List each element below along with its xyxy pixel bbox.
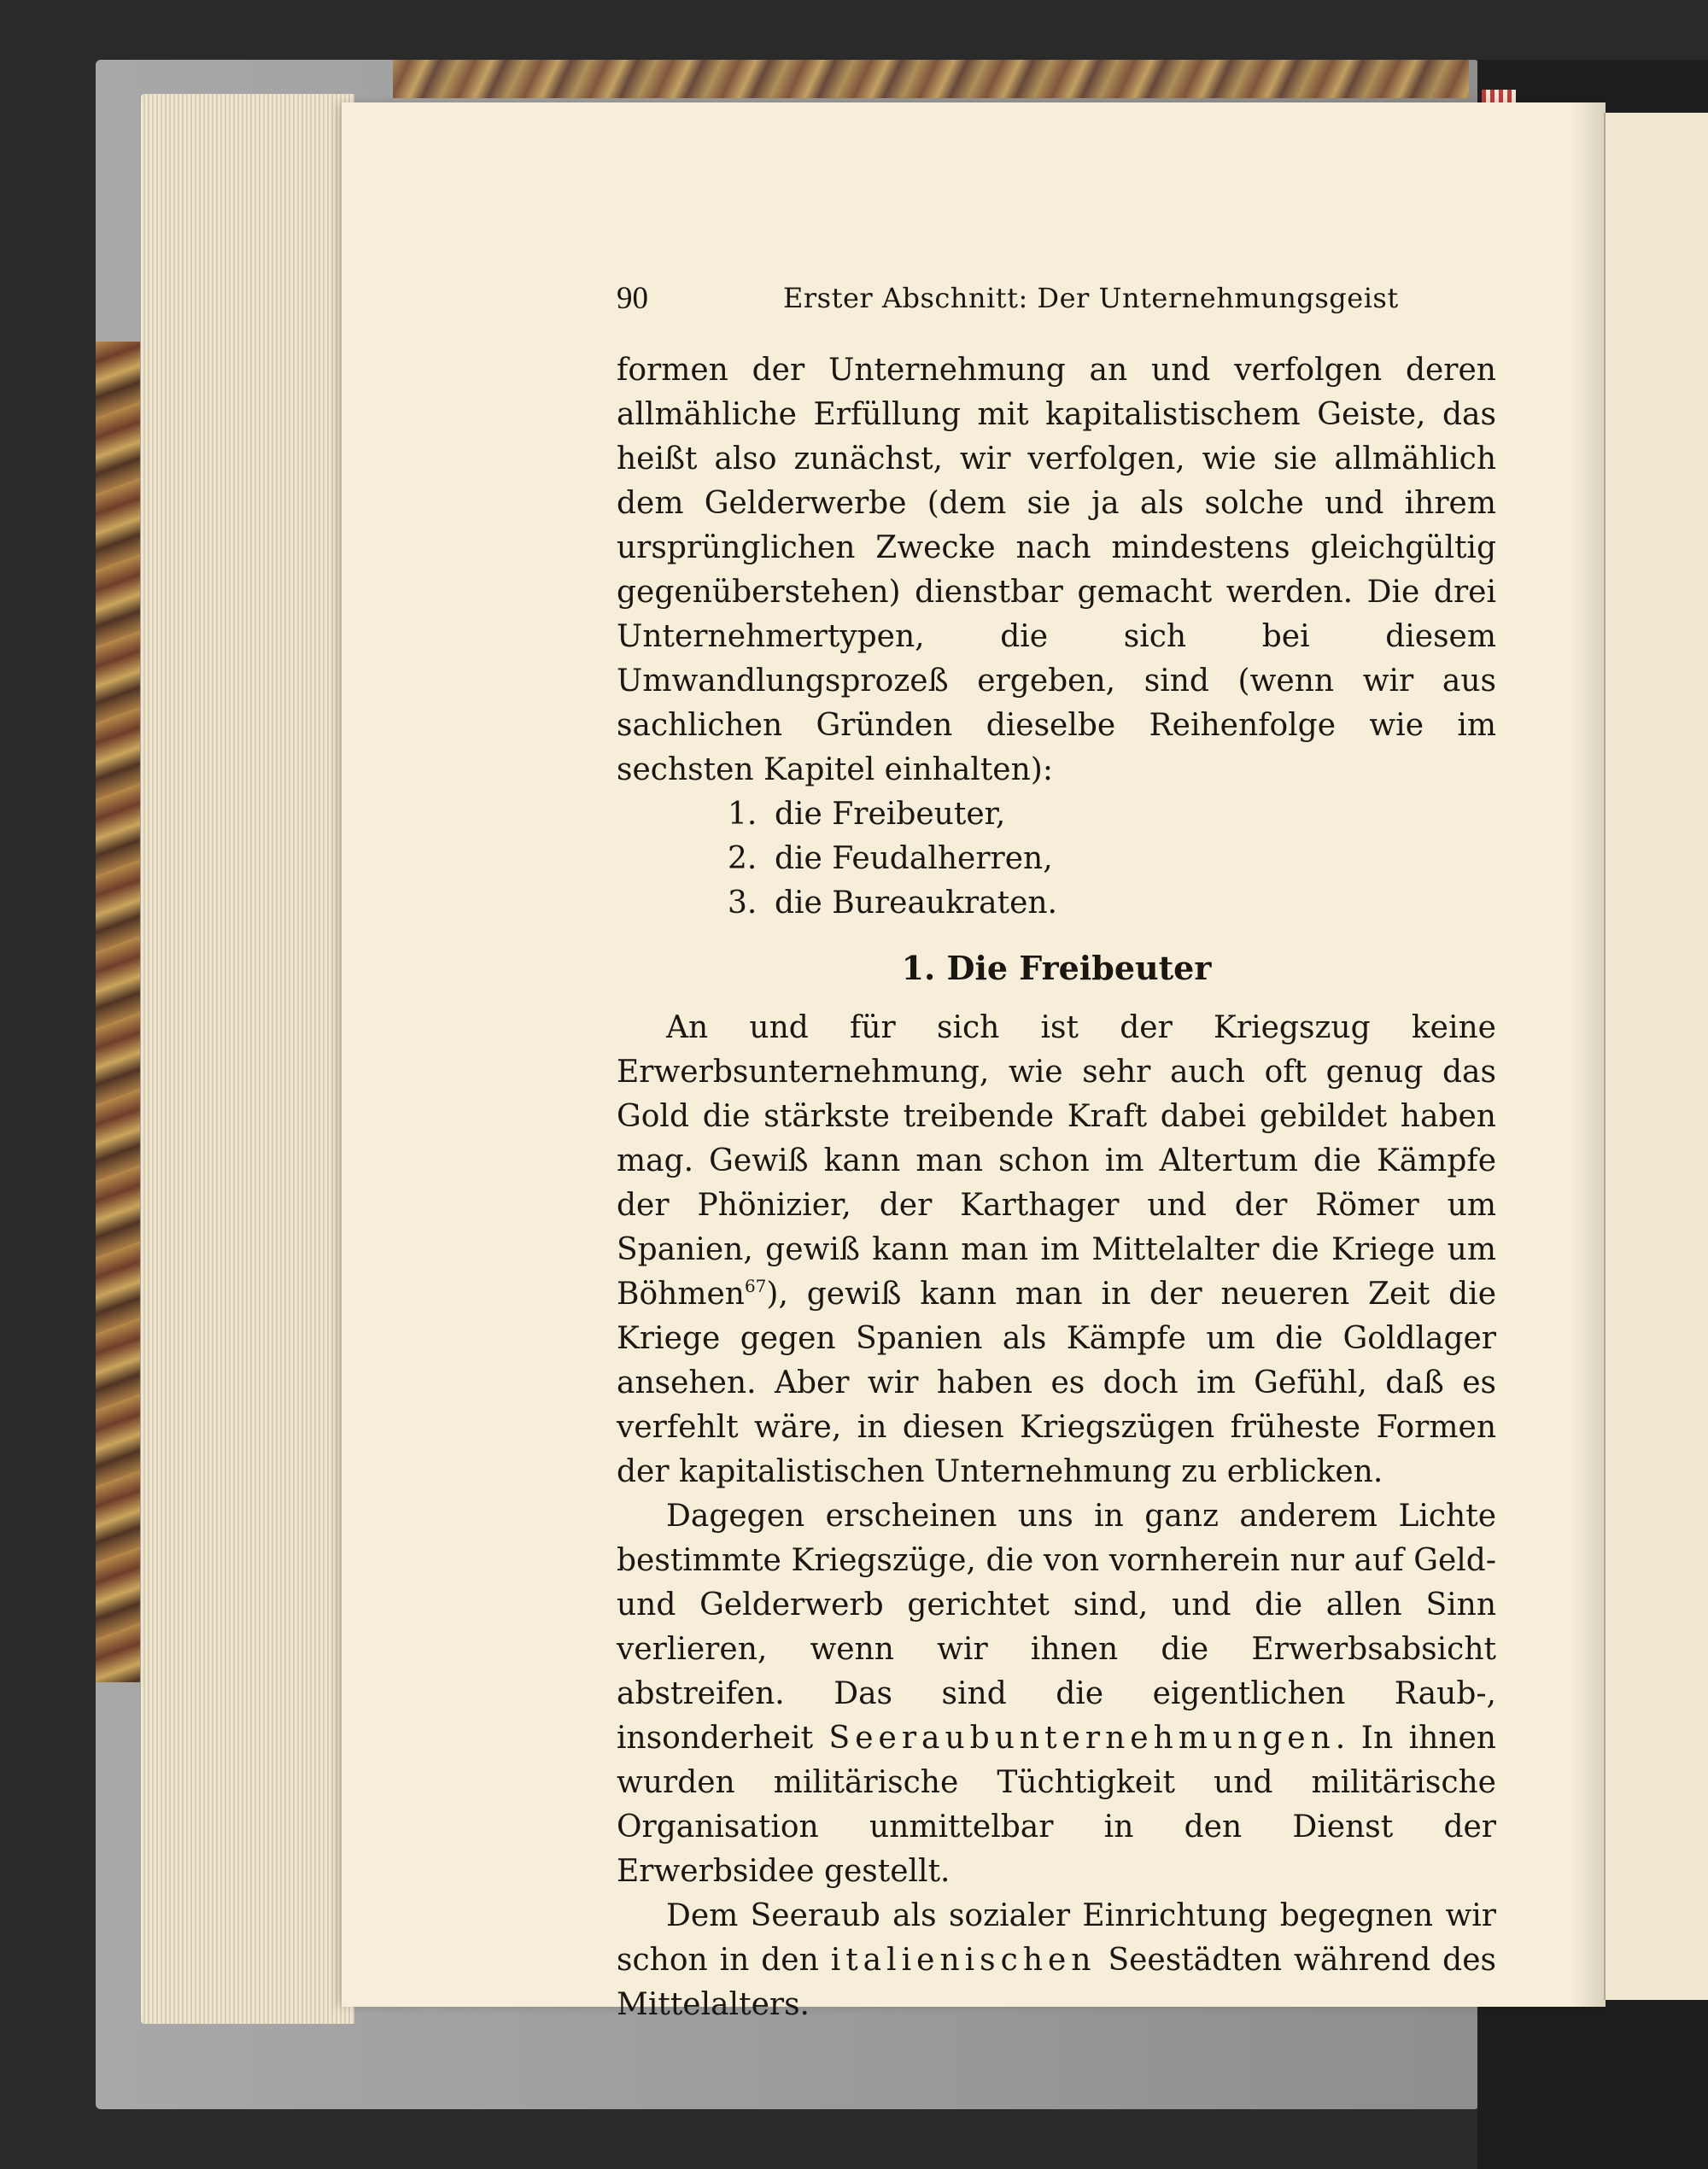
paragraph-kriegszug	[617, 1006, 1496, 1494]
running-head-title: Erster Abschnitt: Der Unternehmungsgeist	[783, 282, 1399, 314]
paragraph-text: Dagegen erscheinen uns in ganz anderem Lichte bestimmte Kriegszüge, die von vornherein nur auf Geld- und Gelderwerb gerichtet sind, und die allen Sinn verlieren, wenn wir ihnen die Erwerbsabsicht abstreifen. Das sind die eigentlichen Raub-, insonderheit	[617, 1499, 1496, 1756]
paragraph-seeraub	[617, 1494, 1496, 1894]
list-item	[617, 881, 1496, 926]
marbled-edge-left	[96, 342, 140, 1682]
gutter-shadow	[1571, 102, 1606, 2007]
running-head	[617, 273, 1496, 324]
list-item-label: die Freibeuter,	[775, 797, 1006, 832]
emphasized-word: Seeraubunternehmungen	[828, 1721, 1336, 1756]
paragraph-text: . In ihnen wurden militärische Tüchtigkeit und militärische Organisation unmittelbar in den Dienst der Erwerbsidee gestellt.	[617, 1721, 1496, 1889]
facing-page-edge	[1604, 113, 1708, 2000]
list-item-label: die Feudalherren,	[775, 841, 1053, 876]
page-number: 90	[617, 281, 648, 316]
paragraph-text: ), gewiß kann man in der neueren Zeit die Kriege gegen Spanien als Kämpfe um die Goldlager ansehen. Aber wir haben es doch im Gefühl, daß es verfehlt wäre, in diesen Kriegszügen früheste Formen der kapitalistischen Unternehmung zu erblicken.	[617, 1277, 1496, 1489]
list-item	[617, 837, 1496, 881]
list-item-number: 1.	[728, 797, 757, 832]
intro-paragraph: formen der Unternehmung an und verfolgen deren allmähliche Erfüllung mit kapitalistischem Geiste, das heißt also zunächst, wir verfolgen, wie sie allmählich dem Gelderwerbe (dem sie ja als solche und ihrem ursprünglichen Zwecke nach mindestens gleichgültig gegenüberstehen) dienstbar gemacht werden. Die drei Unternehmertypen, die sich bei diesem Umwandlungsprozeß ergeben, sind (wenn wir aus sachlichen Gründen dieselbe Reihenfolge wie im sechsten Kapitel einhalten):	[617, 353, 1496, 787]
paragraph-text: Seestädten während des Mittelalters.	[617, 1943, 1496, 2022]
paragraph-text: Dem Seeraub als sozialer Einrichtung begegnen wir schon in den	[617, 1898, 1496, 1978]
page-text-block	[617, 273, 1496, 2027]
list-item	[617, 792, 1496, 837]
paragraph-italien	[617, 1894, 1496, 2027]
section-heading: 1. Die Freibeuter	[901, 949, 1212, 987]
emphasized-word: italienischen	[830, 1943, 1097, 1978]
footnote-reference[interactable]: 67	[744, 1276, 767, 1296]
list-item-label: die Bureaukraten.	[775, 886, 1057, 921]
paragraph-text: An und für sich ist der Kriegszug keine Erwerbsunternehmung, wie sehr auch oft genug das Gold die stärkste treibende Kraft dabei gebildet haben mag. Gewiß kann man schon im Altertum die Kämpfe der Phönizier, der Karthager und der Römer um Spanien, gewiß kann man im Mittelalter die Kriege um Böhmen	[617, 1010, 1496, 1312]
list-item-number: 2.	[728, 841, 757, 876]
page-edges-stack	[141, 94, 354, 2024]
marbled-edge-top	[393, 60, 1469, 98]
unternehmer-types-list	[617, 792, 1496, 926]
list-item-number: 3.	[728, 886, 757, 921]
